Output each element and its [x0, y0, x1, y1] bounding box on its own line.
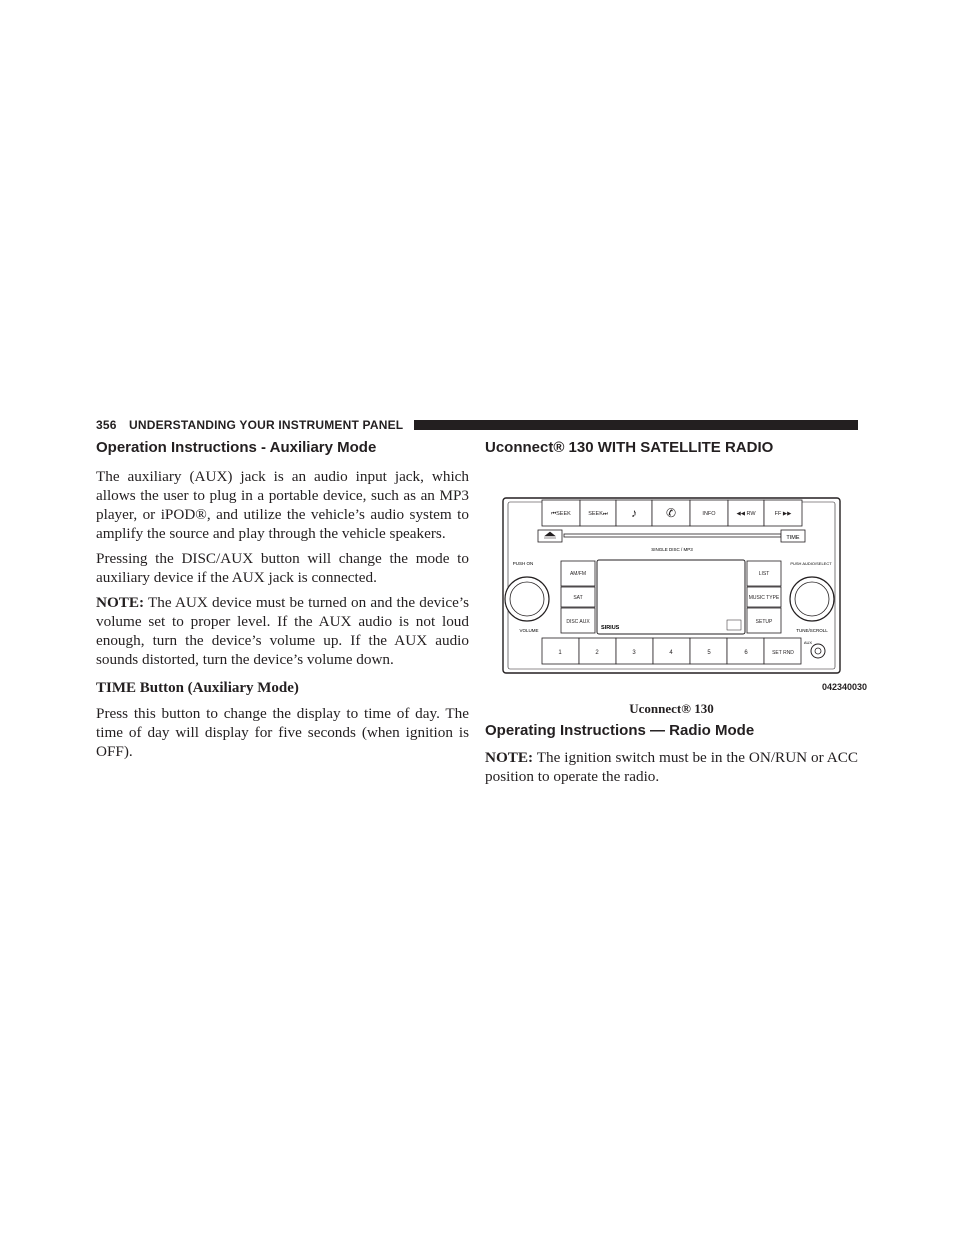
right-column-lower	[485, 721, 858, 786]
preset-4-label: 4	[669, 650, 673, 656]
section-title: UNDERSTANDING YOUR INSTRUMENT PANEL	[129, 418, 404, 432]
seek-back-label: ⏮SEEK	[551, 511, 571, 517]
preset-3-label: 3	[632, 650, 636, 656]
volume-label: VOLUME	[519, 628, 539, 633]
aux-jack-paragraph: The auxiliary (AUX) jack is an audio input jack, which allows the user to plug in a portable device, such as an MP3 player, or iPOD®, and utilize the vehicle’s audio system to amplify the source and play through the vehicle speakers.	[96, 468, 469, 542]
note-label: NOTE:	[96, 594, 145, 611]
seek-forward-label: SEEK⏭	[588, 511, 608, 517]
top-button-row	[542, 500, 802, 526]
setup-label: SETUP	[755, 619, 773, 625]
push-audio-label: PUSH AUDIO/SELECT	[790, 561, 832, 566]
preset-6-label: 6	[744, 650, 748, 656]
right-column	[485, 438, 858, 458]
radio-illustration	[497, 492, 869, 695]
ignition-note-paragraph	[485, 748, 858, 786]
tune-knob	[790, 577, 834, 621]
rewind-label: ◀◀ RW	[736, 511, 756, 517]
note-text: The AUX device must be turned on and the device’s volume set to proper level. If the AUX audio is not loud enough, turn the device’s volume up. If the AUX audio sounds distorted, turn the device’s volume down.	[96, 594, 469, 668]
fast-forward-label: FF ▶▶	[774, 511, 792, 517]
disc-slot	[564, 534, 781, 537]
phone-icon: ✆	[665, 506, 677, 520]
set-rnd-label: SET RND	[772, 650, 794, 656]
aux-mode-heading: Operation Instructions - Auxiliary Mode	[96, 439, 377, 456]
aux-jack-hole	[815, 648, 821, 654]
voice-icon: ♪	[631, 506, 637, 520]
time-paragraph: Press this button to change the display to time of day. The time of day will display for five seconds (when ignition is OFF).	[96, 705, 469, 760]
list-label: LIST	[758, 571, 770, 577]
time-label: TIME	[786, 535, 800, 541]
preset-5-label: 5	[707, 650, 711, 656]
sat-label: SAT	[573, 595, 583, 601]
figure-id: 042340030	[821, 682, 867, 692]
figure-caption: Uconnect® 130	[629, 701, 714, 716]
disc-slot-label: SINGLE DISC / MP3	[651, 547, 693, 552]
push-on-label: PUSH ON	[512, 561, 534, 566]
left-column	[96, 438, 469, 761]
sirius-logo: SIRIUS	[601, 625, 620, 631]
page-header	[96, 417, 858, 433]
uconnect-heading: Uconnect® 130 WITH SATELLITE RADIO	[485, 439, 774, 456]
volume-knob	[505, 577, 549, 621]
header-rule	[414, 420, 858, 430]
radio-display	[597, 560, 745, 634]
radio-figure	[497, 492, 869, 695]
radio-mode-heading: Operating Instructions — Radio Mode	[485, 722, 755, 739]
preset-1-label: 1	[558, 650, 562, 656]
music-type-label: MUSIC TYPE	[748, 595, 780, 601]
note-text: The ignition switch must be in the ON/RUN or ACC position to operate the radio.	[485, 749, 858, 785]
disc-aux-label: DISC AUX	[566, 619, 590, 625]
disc-aux-paragraph: Pressing the DISC/AUX button will change the mode to auxiliary device if the AUX jack is connected.	[96, 550, 469, 586]
aux-note-paragraph	[96, 593, 469, 669]
am-fm-label: AM/FM	[569, 571, 587, 577]
preset-2-label: 2	[595, 650, 599, 656]
note-label: NOTE:	[485, 749, 534, 766]
aux-jack-label: AUX	[803, 640, 813, 645]
info-label: INFO	[702, 511, 716, 517]
tune-label: TUNE/SCROLL	[796, 628, 828, 633]
time-button-heading: TIME Button (Auxiliary Mode)	[96, 680, 299, 696]
page-number: 356	[96, 418, 117, 432]
